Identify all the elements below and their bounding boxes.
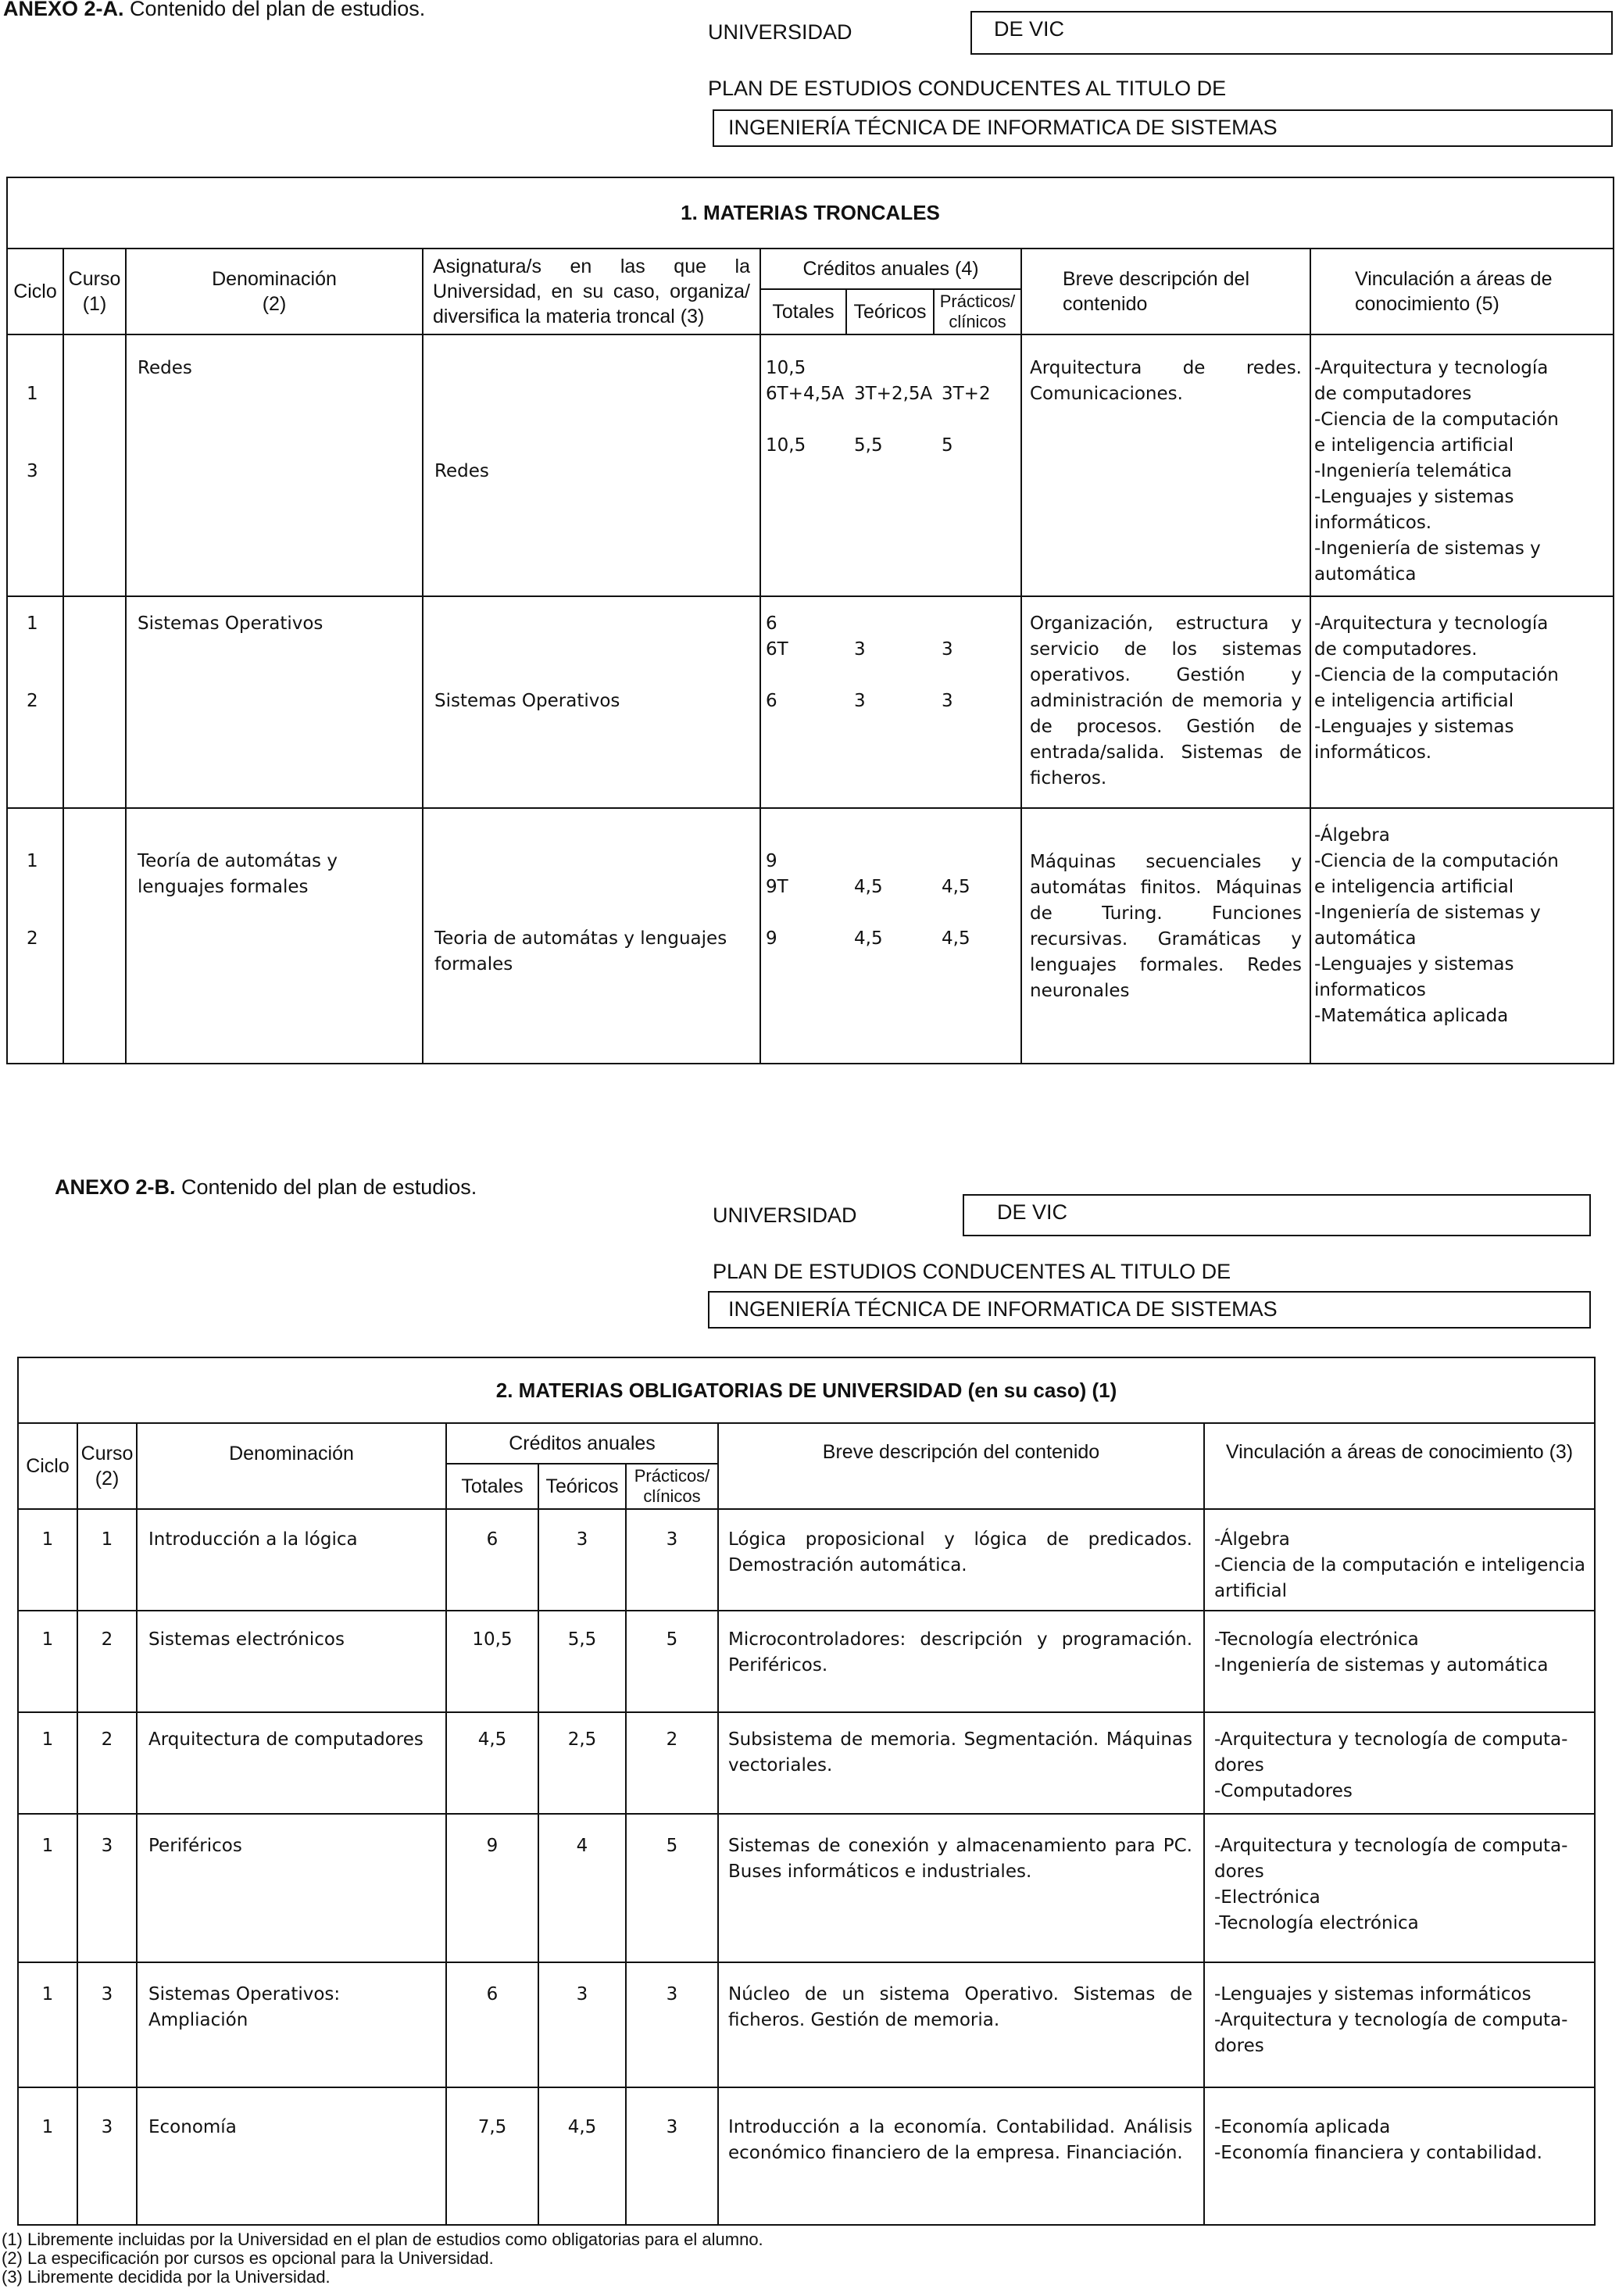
cell-descripcion: Lógica proposicional y lógica de predicados. Demostración automática. [718, 1509, 1204, 1611]
header-curso: Curso (1) [63, 249, 126, 334]
header-practicos: Prácticos/ clínicos [626, 1464, 718, 1509]
header-descripcion: Breve descripción del contenido [1021, 249, 1310, 334]
cell-descripcion: Arquitectura de redes. Comunicaciones. [1021, 334, 1310, 597]
header-asignatura: Asignatura/s en las que la Universidad, en su caso, organiza/ diversifica la materia troncal (3) [423, 249, 760, 334]
cell-vinculacion: -Álgebra -Ciencia de la computación e inteligencia artificial -Ingeniería de sistemas y automática -Lenguajes y sistemas informaticos -Matemática aplicada [1310, 808, 1614, 1064]
cell-vinculacion: -Economía aplicada -Economía financiera y contabilidad. [1204, 2087, 1595, 2225]
cell-ciclo: 1 [18, 1712, 77, 1814]
cell-denominacion: Teoría de automátas y lenguajes formales [126, 808, 423, 1064]
header-practicos: Prácticos/ clínicos [934, 289, 1021, 334]
cell-curso: 1 [77, 1509, 137, 1611]
obligatorias-table [17, 1357, 1596, 2226]
cell-denominacion: Economía [137, 2087, 446, 2225]
header-ciclo: Ciclo [18, 1423, 77, 1509]
cell-denominacion: Sistemas Operativos: Ampliación [137, 1962, 446, 2087]
header-ciclo: Ciclo [7, 249, 63, 334]
troncales-table [6, 177, 1614, 1064]
cell-descripcion: Introducción a la economía. Contabilidad. Análisis económico financiero de la empresa. Financiación. [718, 2087, 1204, 2225]
cell-vinculacion: -Álgebra -Ciencia de la computación e inteligencia artificial [1204, 1509, 1595, 1611]
annex-a-plan-box: INGENIERÍA TÉCNICA DE INFORMATICA DE SISTEMAS [713, 109, 1613, 147]
cell-teoricos: 3 [538, 1962, 626, 2087]
cell-ciclo: 1 [18, 1814, 77, 1962]
cell-practicos: 4,5 4,5 [934, 808, 1021, 1064]
header-creditos: Créditos anuales [446, 1423, 718, 1464]
cell-teoricos: 3T+2,5A 5,5 [846, 334, 934, 597]
cell-practicos: 2 [626, 1712, 718, 1814]
table-row [7, 596, 1614, 808]
cell-totales: 10,5 [446, 1611, 538, 1712]
header-vinculacion: Vinculación a áreas de conocimiento (5) [1310, 249, 1614, 334]
annex-a-universidad-label: UNIVERSIDAD [708, 20, 852, 44]
cell-vinculacion: -Tecnología electrónica -Ingeniería de sistemas y automática [1204, 1611, 1595, 1712]
cell-ciclo: 1 [18, 2087, 77, 2225]
header-vinculacion: Vinculación a áreas de conocimiento (3) [1204, 1423, 1595, 1509]
table-row [18, 1962, 1595, 2087]
annex-a-label-rest: Contenido del plan de estudios. [123, 0, 426, 20]
annex-a-label [3, 0, 425, 21]
obligatorias-title: 2. MATERIAS OBLIGATORIAS DE UNIVERSIDAD (en su caso) (1) [18, 1357, 1595, 1423]
table-row [18, 2087, 1595, 2225]
cell-totales: 7,5 [446, 2087, 538, 2225]
cell-practicos: 3T+2 5 [934, 334, 1021, 597]
cell-teoricos: 4 [538, 1814, 626, 1962]
header-teoricos: Teóricos [846, 289, 934, 334]
troncales-title: 1. MATERIAS TRONCALES [7, 177, 1614, 249]
cell-practicos: 3 3 [934, 596, 1021, 808]
cell-curso: 3 [77, 1814, 137, 1962]
header-denominacion: Denominación (2) [126, 249, 423, 334]
cell-asignatura: Teoria de automátas y lenguajes formales [423, 808, 760, 1064]
cell-denominacion: Redes [126, 334, 423, 597]
cell-practicos: 5 [626, 1814, 718, 1962]
cell-vinculacion: -Lenguajes y sistemas informáticos -Arquitectura y tecnología de computa- dores [1204, 1962, 1595, 2087]
annex-b-plan-box: INGENIERÍA TÉCNICA DE INFORMATICA DE SISTEMAS [708, 1291, 1591, 1329]
cell-teoricos: 4,5 4,5 [846, 808, 934, 1064]
cell-practicos: 3 [626, 1509, 718, 1611]
cell-totales: 6 6T 6 [760, 596, 846, 808]
header-totales: Totales [446, 1464, 538, 1509]
header-totales: Totales [760, 289, 846, 334]
cell-curso [63, 808, 126, 1064]
cell-curso: 3 [77, 1962, 137, 2087]
footnote-1: (1) Libremente incluidas por la Universidad en el plan de estudios como obligatorias para el alumno. [2, 2230, 763, 2249]
cell-asignatura: Redes [423, 334, 760, 597]
cell-practicos: 3 [626, 2087, 718, 2225]
cell-descripcion: Máquinas secuenciales y automátas finitos. Máquinas de Turing. Funciones recursivas. Gramáticas y lenguajes formales. Redes neuronales [1021, 808, 1310, 1064]
cell-denominacion: Sistemas Operativos [126, 596, 423, 808]
cell-ciclo: 1 2 [7, 596, 63, 808]
cell-practicos: 5 [626, 1611, 718, 1712]
cell-vinculacion: -Arquitectura y tecnología de computadores -Ciencia de la computación e inteligencia artificial -Ingeniería telemática -Lenguajes y sistemas informáticos. -Ingeniería de sistemas y automática [1310, 334, 1614, 597]
cell-teoricos: 3 3 [846, 596, 934, 808]
cell-descripcion: Microcontroladores: descripción y programación. Periféricos. [718, 1611, 1204, 1712]
cell-teoricos: 2,5 [538, 1712, 626, 1814]
cell-descripcion: Sistemas de conexión y almacenamiento para PC. Buses informáticos e industriales. [718, 1814, 1204, 1962]
annex-a-plan-label: PLAN DE ESTUDIOS CONDUCENTES AL TITULO DE [708, 77, 1227, 100]
table-row [18, 1611, 1595, 1712]
footnote-2: (2) La especificación por cursos es opcional para la Universidad. [2, 2248, 494, 2268]
cell-teoricos: 5,5 [538, 1611, 626, 1712]
cell-curso: 3 [77, 2087, 137, 2225]
cell-teoricos: 3 [538, 1509, 626, 1611]
cell-ciclo-text: 1 3 [27, 383, 38, 481]
cell-totales: 4,5 [446, 1712, 538, 1814]
annex-a-universidad-box: DE VIC [970, 11, 1613, 55]
cell-ciclo: 1 2 [7, 808, 63, 1064]
annex-b-label-rest: Contenido del plan de estudios. [175, 1175, 477, 1199]
table-row [18, 1509, 1595, 1611]
cell-curso [63, 334, 126, 597]
cell-denominacion: Introducción a la lógica [137, 1509, 446, 1611]
table-row [7, 808, 1614, 1064]
header-teoricos: Teóricos [538, 1464, 626, 1509]
cell-teoricos: 4,5 [538, 2087, 626, 2225]
header-curso: Curso (2) [77, 1423, 137, 1509]
footnotes [2, 2230, 763, 2287]
annex-b-label [55, 1175, 477, 1200]
cell-descripcion: Organización, estructura y servicio de los sistemas operativos. Gestión y administración de memoria y de procesos. Gestión de entrada/salida. Sistemas de ficheros. [1021, 596, 1310, 808]
table-row [7, 334, 1614, 597]
cell-curso: 2 [77, 1611, 137, 1712]
cell-totales: 9 [446, 1814, 538, 1962]
cell-denominacion: Periféricos [137, 1814, 446, 1962]
cell-vinculacion: -Arquitectura y tecnología de computadores. -Ciencia de la computación e inteligencia artificial -Lenguajes y sistemas informáticos. [1310, 596, 1614, 808]
cell-ciclo: 1 [18, 1962, 77, 2087]
footnote-3: (3) Libremente decidida por la Universidad. [2, 2267, 331, 2287]
table-row [18, 1712, 1595, 1814]
cell-vinculacion: -Arquitectura y tecnología de computa- dores -Computadores [1204, 1712, 1595, 1814]
cell-ciclo [7, 334, 63, 597]
header-descripcion: Breve descripción del contenido [718, 1423, 1204, 1509]
annex-b-label-bold: ANEXO 2-B. [55, 1175, 176, 1199]
cell-ciclo: 1 [18, 1611, 77, 1712]
header-creditos: Créditos anuales (4) [760, 249, 1021, 289]
cell-totales: 9 9T 9 [760, 808, 846, 1064]
cell-vinculacion: -Arquitectura y tecnología de computa- dores -Electrónica -Tecnología electrónica [1204, 1814, 1595, 1962]
cell-curso [63, 596, 126, 808]
cell-curso: 2 [77, 1712, 137, 1814]
header-denominacion: Denominación [137, 1423, 446, 1509]
annex-b-universidad-label: UNIVERSIDAD [713, 1203, 857, 1227]
cell-totales: 6 [446, 1962, 538, 2087]
cell-asignatura: Sistemas Operativos [423, 596, 760, 808]
cell-denominacion: Arquitectura de computadores [137, 1712, 446, 1814]
annex-b-plan-label: PLAN DE ESTUDIOS CONDUCENTES AL TITULO DE [713, 1260, 1231, 1283]
cell-denominacion: Sistemas electrónicos [137, 1611, 446, 1712]
cell-practicos: 3 [626, 1962, 718, 2087]
table-row [18, 1814, 1595, 1962]
cell-totales: 6 [446, 1509, 538, 1611]
annex-b-universidad-box: DE VIC [963, 1194, 1591, 1236]
cell-ciclo: 1 [18, 1509, 77, 1611]
cell-descripcion: Núcleo de un sistema Operativo. Sistemas de ficheros. Gestión de memoria. [718, 1962, 1204, 2087]
cell-totales: 10,5 6T+4,5A 10,5 [760, 334, 846, 597]
annex-a-label-bold: ANEXO 2-A. [3, 0, 124, 20]
cell-descripcion: Subsistema de memoria. Segmentación. Máquinas vectoriales. [718, 1712, 1204, 1814]
